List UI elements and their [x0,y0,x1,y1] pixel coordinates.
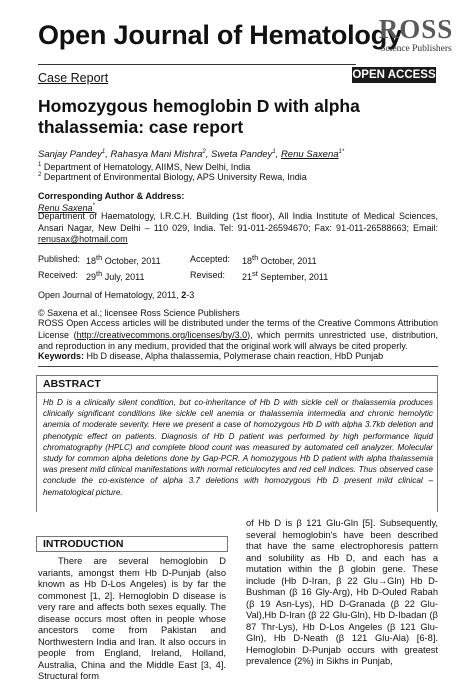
abstract-section [36,375,438,512]
author-name: Sanjay Pandey [38,149,102,161]
license-link[interactable]: http://creativecommons.org/licenses/by/3.0 [76,329,248,340]
accepted-month-year: October, 2011 [258,256,317,266]
introduction-right-column: of Hb D is β 121 Glu-Gln [5]. Subsequently, several hemoglobin's have been described that have the same electrophoresis pattern and solubility as Hb D, and each has a mutation within the β globin gene. These include (Hb D-Iran, β 22 Glu→Gln) Hb D-Bushman (β 16 Gly-Arg), Hb D-Ouled Rabah (β 19 Asn-Lys), HD D-Granada (β 22 Glu-Val),Hb D-Iran (β 22 Glu-Gln), Hb D-Ibadan (β 87 Thr-Lys), Hb D-Los Angeles (β 121 Glu-Gln), Hb D-Neath (β 121 Glu-Ala) [6-8]. Hemoglobin D-Punjab occurs with greatest prevalence (2%) in Sikhs in Punjab, [246,518,438,666]
section-divider [38,366,438,367]
published-month-year: October, 2011 [102,256,161,266]
citation-pages: -3 [186,290,195,300]
keywords-list: Hb D disease, Alpha thalassemia, Polymerase chain reaction, HbD Punjab [84,351,384,361]
article-type: Case Report [38,71,109,85]
citation [38,290,194,302]
address-text: Department of Haematology, I.R.C.H. Building (1st floor), All India Institute of Medical Sciences, Ansari Nagar, New Delhi – 110 029, India. Tel: 91-011-26594670; Fax: 91-011-26588663; Email: [38,211,438,233]
accepted-ordinal: th [252,253,259,262]
received-ordinal: th [96,268,103,278]
author-affiliation-mark: 1 [272,149,276,155]
license-text-after: ), which permits unrestricted use, distribution, and reproduction in any medium, provided that the original work will always be cited properly. [38,329,438,351]
affiliation [38,170,307,184]
published-label: Published: [38,254,81,264]
corresponding-mark: * [92,203,95,209]
citation-journal: Open Journal of Hematology, 2011, [38,290,182,300]
affiliation-mark: 2 [38,172,42,178]
article-title: Homozygous hemoglobin D with alpha thalassemia: case report [38,96,360,137]
received-month-year: July, 2011 [102,271,145,282]
published-ordinal: th [96,253,103,262]
publisher-logo-text: ROSS [378,14,454,44]
revised-label: Revised: [190,269,226,280]
citation-volume: 2 [181,290,187,300]
affiliation-text: Department of Hematology, AIIMS, New Delhi, India [43,162,251,172]
received-label: Received: [38,269,79,280]
accepted-label: Accepted: [190,254,231,264]
introduction-left-column: There are several hemoglobin D variants, amongst them Hb D-Punjab (also known as Hb D-Los Angeles) is by far the commonest [1, 2]. Hemoglobin D disease is very rare and affects both sexes equally. The disease occurs most often in people whose ancestors come from Pakistan and Northwestern India and Iran. It also occurs in people from England, Ireland, Holland, Australia, China and the Middle East [3, 4]. Structural form [38,556,226,681]
article-dates [38,252,328,283]
abstract-text: Hb D is a clinically silent condition, but co-inheritance of Hb D with sickle cell or thalassemia produces clinically significant conditions like sickle cell anemia or thalassemia intermedia and chronic hemolytic anemia of moderate severity. Here we present a case of homozygous Hb D with alpha 3.7kb deletion and phenotypic effect on patients. Diagnosis of Hb D patient was performed by high performance liquid chromatography (HPLC) and complete blood count was measured by automated cell analyzer. Molecular study for common alpha deletions done by Gap-PCR. A homozygous Hb D patient with alpha thalassemia was present mild clinical manifestations with normal reticulocytes and red cell indices. Thus observed case conclude the co-existence of alpha 3.7 deletions with homozygous Hb D present mild clinical –hematological picture. [43,398,433,497]
received-date [86,268,190,284]
corresponding-author-name: Renu Saxena [280,149,339,161]
publisher-name: Science Publishers [380,44,452,54]
keywords [38,351,383,363]
affiliation-text: Department of Environmental Biology, APS University Rewa, India [43,172,307,182]
email-link[interactable]: renusax@hotmail.com [38,234,128,244]
received-day: 29 [86,271,97,282]
license-statement [38,318,438,353]
copyright-notice: © Saxena et al.; licensee Ross Science Publishers [38,308,240,318]
revised-ordinal: st [252,268,258,278]
revised-date [242,268,328,284]
author-affiliation-mark: 1* [338,149,345,155]
author-list: Sanjay Pandey$^1$, Rahasya Mani Mishra$^2$, Sweta Pandey$^1$, Renu Saxena$^{1*}$ [38,149,345,161]
author-name: Rahasya Mani Mishra [110,149,203,161]
keywords-label: Keywords: [38,351,85,361]
header-divider [38,64,356,65]
revised-month-year: September, 2011 [257,271,329,282]
accepted-day: 18 [242,256,253,266]
accepted-date [242,252,328,268]
affiliation-mark: 1 [38,162,42,168]
open-access-badge: OPEN ACCESS [352,69,436,81]
journal-title: Open Journal of Hematology [38,20,402,50]
introduction-heading: INTRODUCTION [36,536,228,552]
corresponding-heading: Corresponding Author & Address: [38,191,185,201]
author-affiliation-mark: 2 [202,149,206,155]
abstract-heading: ABSTRACT [37,376,437,393]
published-date [86,252,190,268]
published-day: 18 [86,256,97,266]
author-name: Sweta Pandey [211,149,273,161]
author-affiliation-mark: 1 [101,149,106,155]
corresponding-name-text: Renu Saxena [38,203,93,213]
revised-day: 21 [242,271,253,282]
license-text-before: ROSS Open Access articles will be distributed under the terms of the Creative Commons Attribution License ( [38,318,438,340]
publisher-logo [370,14,462,60]
corresponding-address [38,211,438,246]
